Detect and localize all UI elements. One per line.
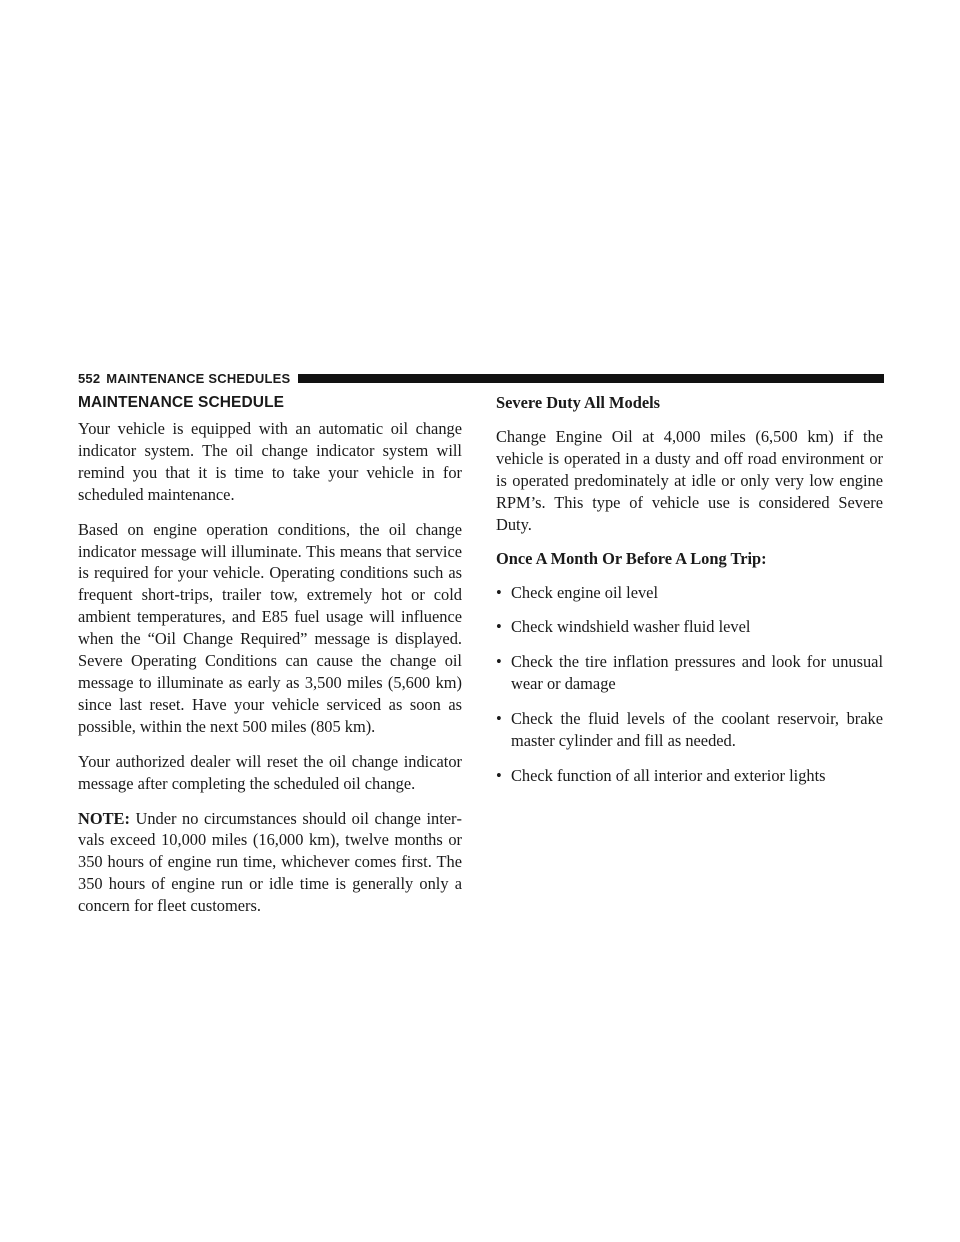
list-item: [496, 616, 883, 638]
note-label: NOTE:: [78, 808, 130, 828]
list-item: [496, 765, 883, 787]
list-item-text: Check the tire inflation pressures and look for unusual wear or damage: [511, 652, 883, 694]
page-number: 552: [78, 370, 101, 386]
bullet-icon: •: [496, 765, 502, 785]
paragraph-dealer-reset: Your authorized dealer will reset the oil change indicator message after completing the scheduled oil change.: [78, 751, 462, 793]
list-item: [496, 708, 883, 752]
section-title: MAINTENANCE SCHEDULES: [106, 370, 291, 386]
bullet-icon: •: [496, 652, 502, 672]
bullet-icon: •: [496, 617, 502, 637]
note-paragraph: [78, 808, 462, 918]
bullet-icon: •: [496, 709, 502, 729]
maintenance-checklist: [496, 582, 883, 787]
list-item-text: Check the fluid levels of the coolant reservoir, brake master cylinder and fill as needed.: [511, 709, 883, 751]
section-heading: MAINTENANCE SCHEDULE: [78, 394, 285, 411]
severe-duty-heading: Severe Duty All Models: [496, 393, 661, 412]
note-text: Under no circumstances should oil change intervals exceed 10,000 miles (16,000 km), twelve months or 350 hours of engine run time, whichever comes first. The 350 hours of engine run or idle time is generally only a concern for fleet customers.: [78, 808, 462, 916]
list-item: [496, 582, 883, 604]
list-item-text: Check windshield washer fluid level: [511, 617, 751, 637]
paragraph-severe-duty: Change Engine Oil at 4,000 miles (6,500 km) if the vehicle is operated in a dusty and off road environment or is operated predominately at idle or only very low engine RPM’s. This type of vehicle use is considered Severe Duty.: [496, 427, 883, 534]
left-column: [78, 393, 462, 930]
right-column: [496, 393, 883, 800]
bullet-icon: •: [496, 582, 502, 602]
list-item-text: Check function of all interior and exterior lights: [511, 765, 826, 785]
paragraph-intro: Your vehicle is equipped with an automatic oil change indicator system. The oil change indicator system will remind you that it is time to take your vehicle in for scheduled maintenance.: [78, 419, 462, 504]
list-item-text: Check engine oil level: [511, 582, 659, 602]
list-item: [496, 651, 883, 695]
running-header: [78, 370, 884, 386]
paragraph-conditions: Based on engine operation conditions, the oil change indicator message will illuminate. This means that service is required for your vehicle. Operating conditions such as frequent short-trips, trailer tow, extremely hot or cold ambient temperatures, and E85 fuel usage will influence when the “Oil Change Required” message is displayed. Severe Operating Conditions can cause the change oil message to illuminate as early as 3,500 miles (5,600 km) since last reset. Have your vehicle serviced as soon as possible, within the next 500 miles (805 km).: [78, 519, 462, 736]
header-rule: [298, 374, 884, 383]
checklist-heading: Once A Month Or Before A Long Trip:: [496, 548, 767, 568]
